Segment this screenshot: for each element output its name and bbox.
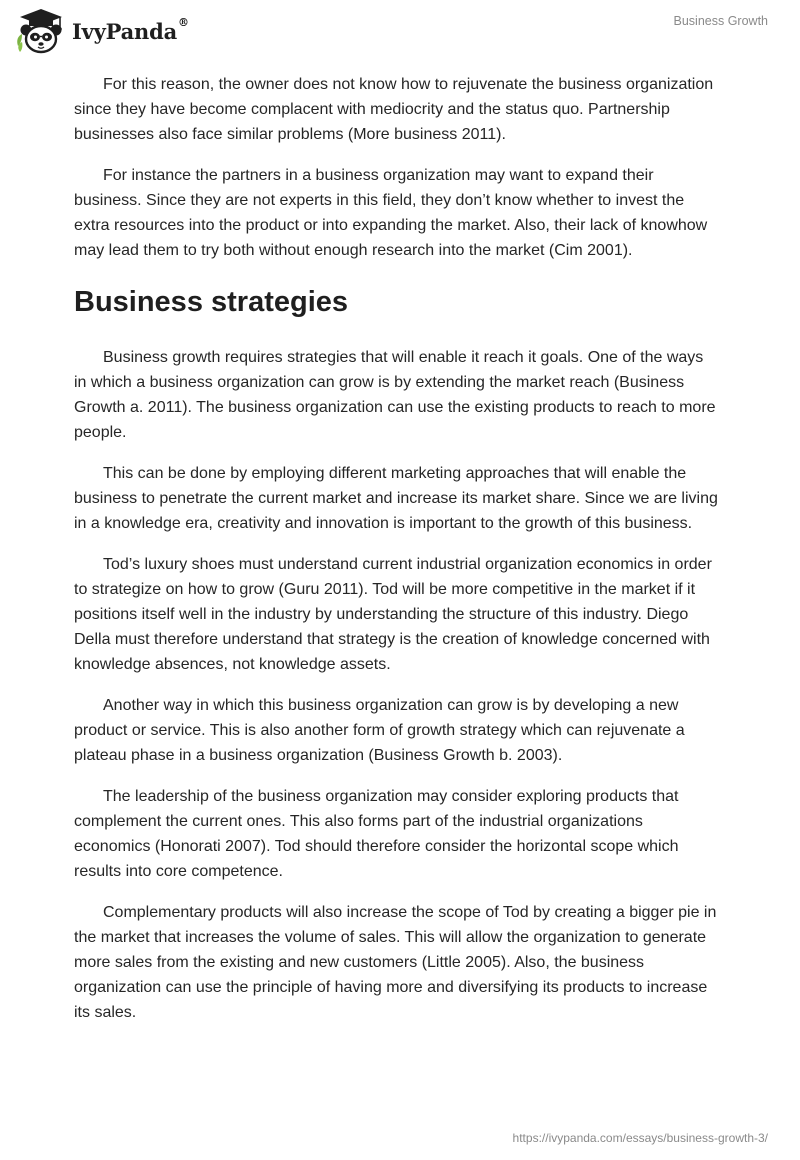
paragraph-7: The leadership of the business organization may consider exploring products that complement the current ones. This also forms part of the industrial organizations economics (Honorati 2007). Tod should therefore consider the horizontal scope which results into core competence. [74,788,679,880]
essay-body [74,72,720,1041]
paragraph-4: This can be done by employing different marketing approaches that will enable the business to penetrate the current market and increase its market share. Since we are living in a knowledge era, creativity and innovation is important to the growth of this business. [74,465,718,532]
panda-graduate-icon [14,6,68,56]
paragraph-2: For instance the partners in a business organization may want to expand their business. Since they are not experts in this field, they don’t know whether to invest the extra resources into the product or into expanding the market. Also, their lack of knowhow may lead them to try both without enough research into the market (Cim 2001). [74,167,708,259]
ivypanda-logo[interactable] [14,6,189,56]
document-title: Business Growth [673,14,768,28]
brand-name: IvyPanda® [72,15,189,44]
paragraph-3: Business growth requires strategies that will enable it reach it goals. One of the ways in which a business organization can grow is by extending the market reach (Business Growth a. 2011). The business organization can use the existing products to reach to more people. [74,349,716,441]
paragraph-6: Another way in which this business organization can grow is by developing a new product or service. This is also another form of growth strategy which can rejuvenate a plateau phase in a business organization (Business Growth b. 2003). [74,697,685,764]
paragraph-5: Tod’s luxury shoes must understand current industrial organization economics in order to strategize on how to grow (Guru 2011). Tod will be more competitive in the market if it positions itself well in the industry by understanding the structure of this industry. Diego Della must therefore understand that strategy is the creation of knowledge concerned with knowledge absences, not knowledge assets. [74,556,712,673]
page-header [0,0,800,60]
paragraph-1: For this reason, the owner does not know how to rejuvenate the business organization since they have become complacent with mediocrity and the status quo. Partnership businesses also face similar problems (More business 2011). [74,76,714,143]
paragraph-8: Complementary products will also increase the scope of Tod by creating a bigger pie in the market that increases the volume of sales. This will allow the organization to generate more sales from the existing and new customers (Little 2005). Also, the business organization can use the principle of having more and diversifying its products to increase its sales. [74,904,717,1021]
source-url[interactable]: https://ivypanda.com/essays/business-growth-3/ [512,1131,768,1145]
section-heading: Business strategies [74,286,349,318]
registered-mark: ® [178,15,189,29]
